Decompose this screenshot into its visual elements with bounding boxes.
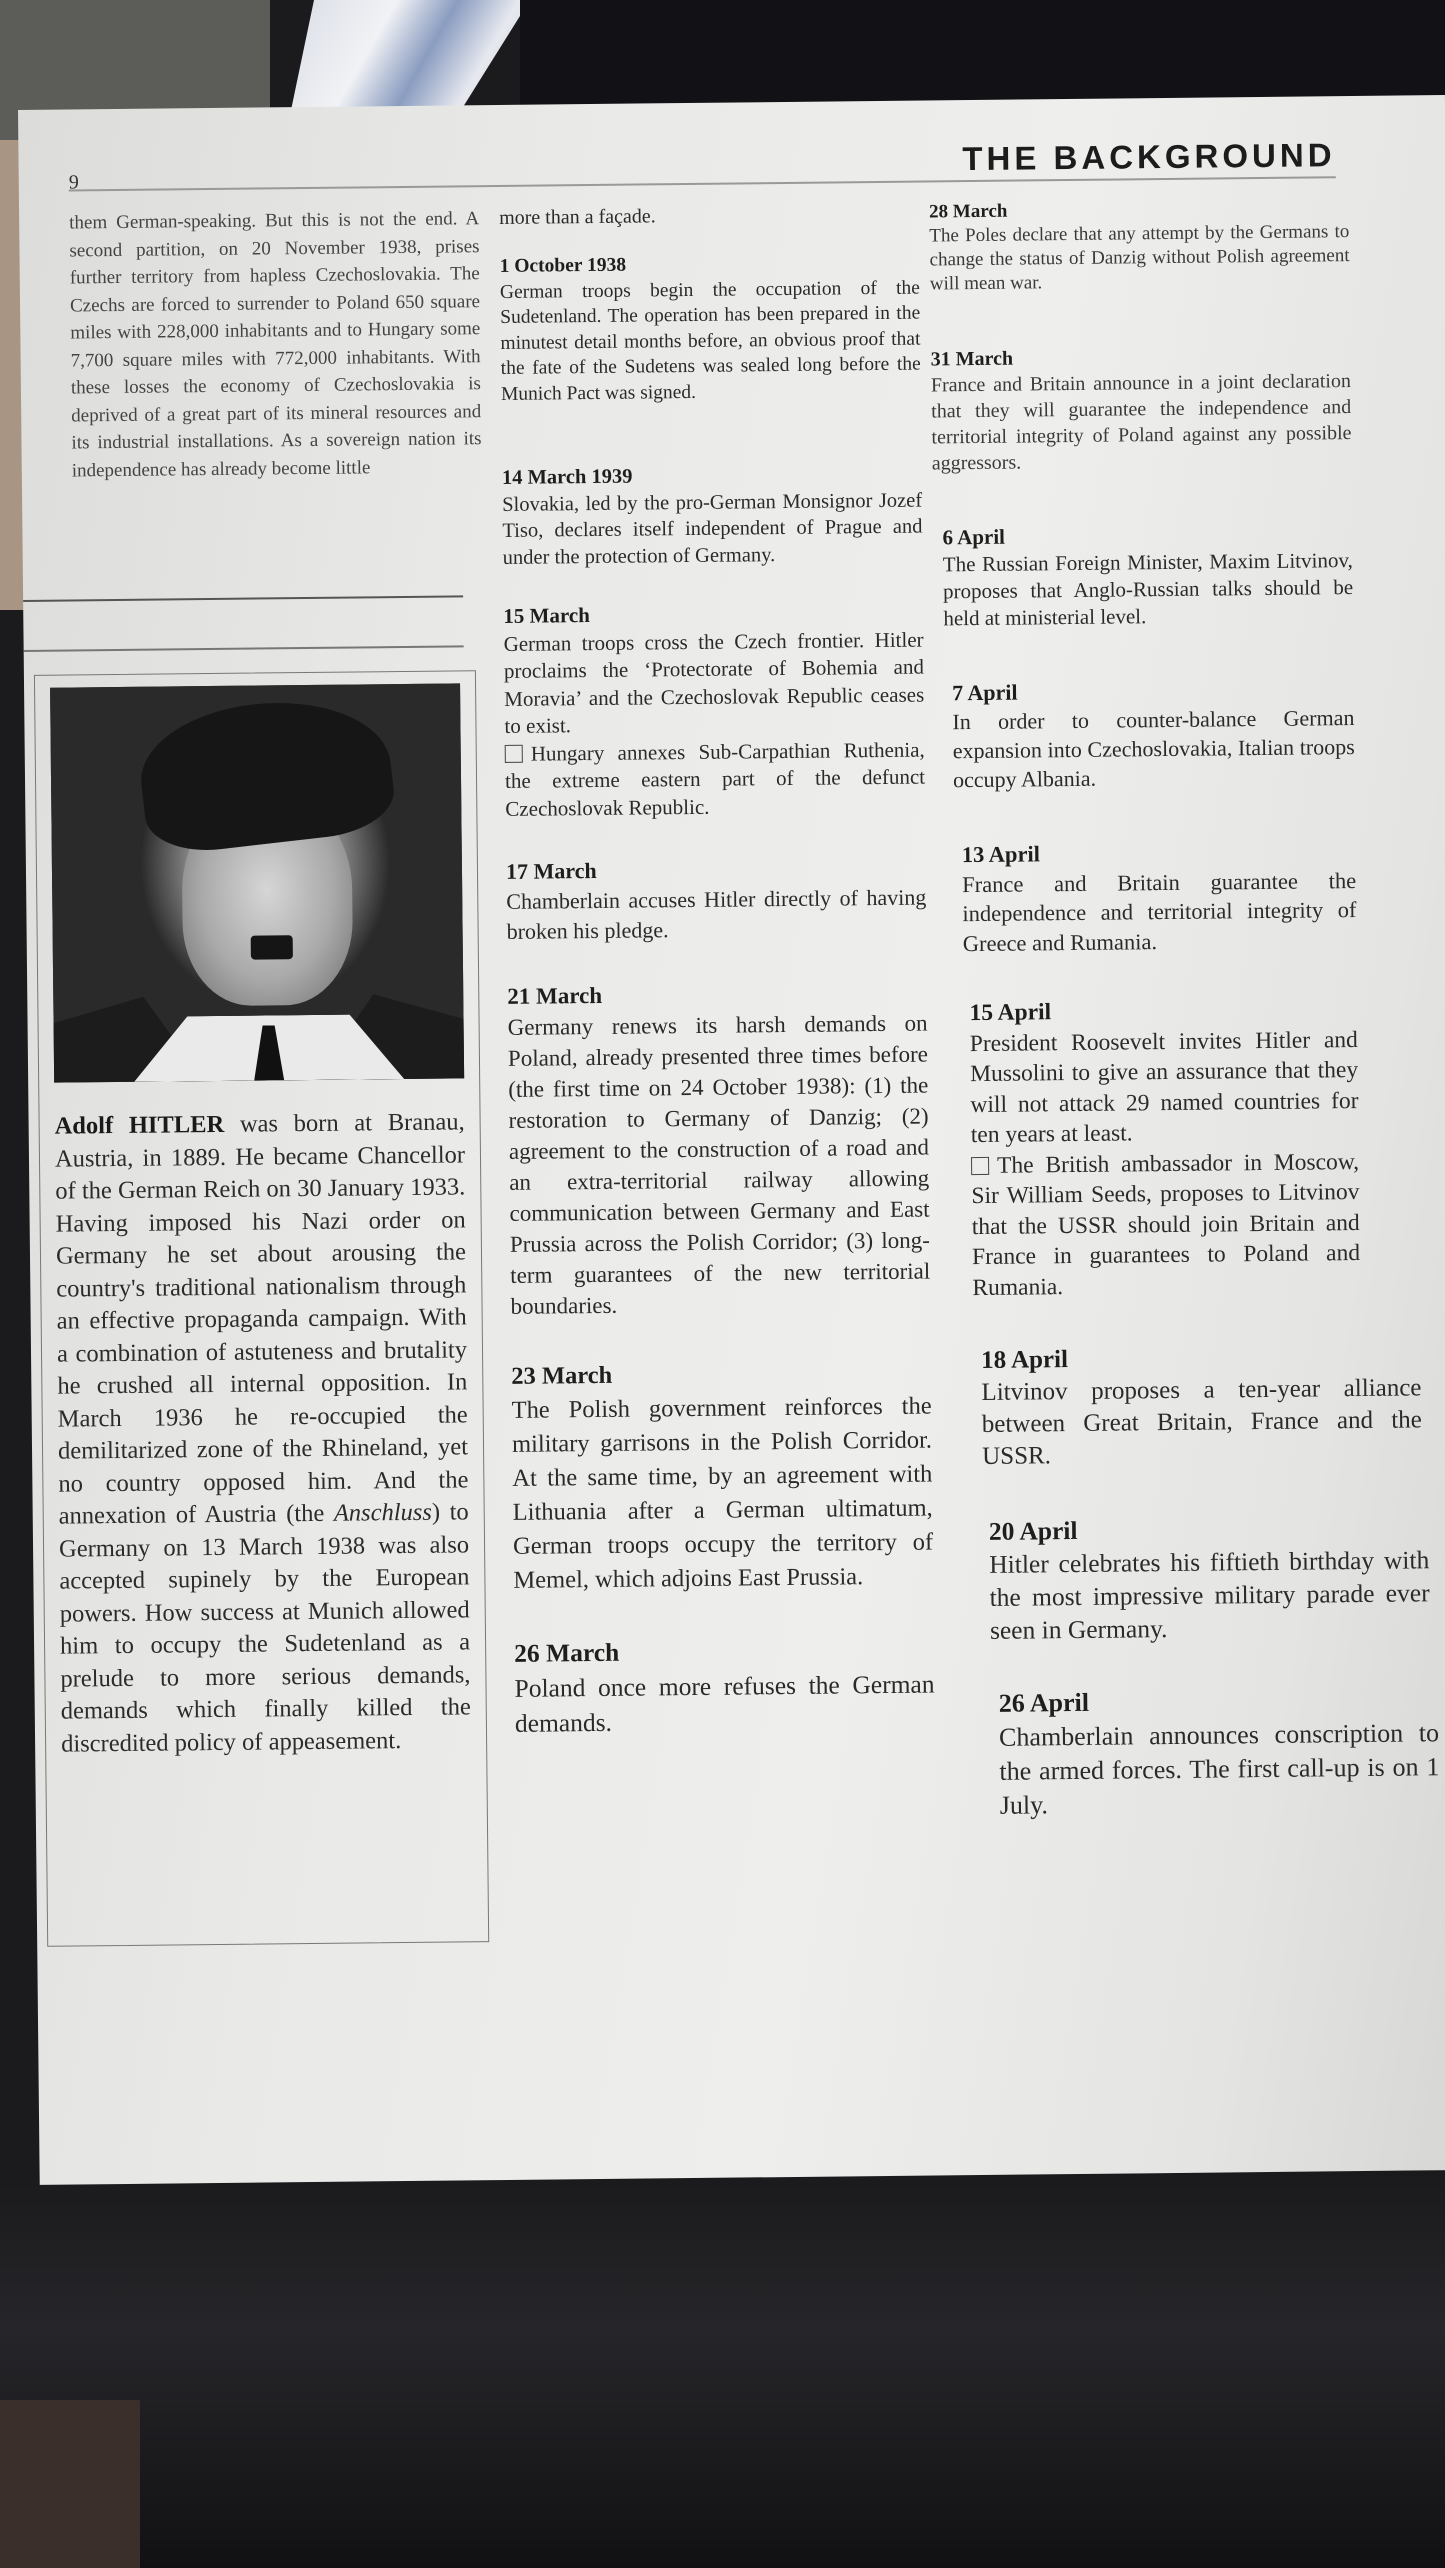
entry-date: 18 April bbox=[981, 1346, 1069, 1374]
entry-date: 28 March bbox=[929, 200, 1008, 223]
entry-date: 23 March bbox=[511, 1361, 613, 1390]
bio-text-part-1: was born at Branau, Austria, in 1889. He became Chancellor of the German Reich on 30 January 1933. Having imposed his Nazi order on Germany he set about arousing the country's traditional nationalism through an effective propaganda campaign. With a combination of astuteness and brutality he crushed all internal opposition. In March 1936 he re-occupied the demilitarized zone of the Rhineland, yet no country opposed him. And the annexation of Austria (the bbox=[54, 1108, 469, 1530]
middle-column bbox=[499, 201, 935, 1779]
header-rule bbox=[69, 176, 1336, 191]
entry-bullet-text: The British ambassador in Moscow, Sir William Seeds, proposes to Litvinov that the USSR should join Britain and France in guarantees to Poland and Rumania. bbox=[971, 1148, 1361, 1301]
bio-italic-term: Anschluss bbox=[333, 1498, 433, 1527]
square-bullet-icon bbox=[505, 744, 523, 762]
entry-text: German troops begin the occupation of the Sudetenland. The operation has been prepared in the minutest detail months before, an obvious proof that the fate of the Sudetens was sealed long before the Munich Pact was signed. bbox=[499, 277, 921, 405]
entry-date: 14 March 1939 bbox=[501, 465, 633, 489]
background-vase bbox=[290, 0, 530, 115]
timeline-entry bbox=[941, 1340, 1422, 1473]
timeline-entry bbox=[503, 599, 925, 823]
timeline-entry bbox=[929, 196, 1350, 296]
timeline-entry bbox=[931, 342, 1352, 476]
timeline-entry bbox=[945, 1682, 1440, 1823]
background-table bbox=[0, 2170, 1445, 2568]
entry-text: The Poles declare that any attempt by the Germans to change the status of Danzig without Polish agreement will mean war. bbox=[929, 221, 1350, 295]
entry-date: 20 April bbox=[988, 1515, 1078, 1546]
bio-name: Adolf HITLER bbox=[54, 1110, 225, 1140]
background-floor bbox=[0, 2400, 140, 2568]
timeline-entry bbox=[500, 250, 922, 407]
timeline-entry bbox=[511, 1356, 933, 1598]
timeline-entry bbox=[507, 977, 931, 1322]
book-page bbox=[18, 95, 1445, 2185]
entry-date: 31 March bbox=[930, 347, 1014, 371]
entry-text: The Russian Foreign Minister, Maxim Litvinov, proposes that Anglo-Russian talks should be held at ministerial level. bbox=[942, 548, 1354, 631]
entry-date: 13 April bbox=[961, 841, 1041, 868]
timeline-entry bbox=[502, 461, 923, 571]
left-column-continuation bbox=[69, 205, 482, 484]
section-divider bbox=[24, 645, 464, 652]
entry-date: 6 April bbox=[942, 524, 1006, 550]
photo-hair bbox=[134, 690, 398, 858]
running-head: THE BACKGROUND bbox=[962, 136, 1336, 178]
entry-date: 26 March bbox=[514, 1637, 620, 1668]
entry-bullet-item bbox=[971, 1147, 1361, 1304]
entry-date: 17 March bbox=[505, 857, 597, 884]
entry-text: The Polish government reinforces the military garrisons in the Polish Corridor. At the same time, by an agreement with Lithuania after a German ultimatum, German troops occupy the territory of Memel, which adjoins East Prussia. bbox=[511, 1392, 934, 1594]
entry-text: German troops cross the Czech frontier. Hitler proclaims the ‘Protectorate of Bohemia and Moravia’ and the Czechoslovak Republic ceases to exist. bbox=[503, 627, 925, 738]
square-bullet-icon bbox=[971, 1156, 989, 1174]
portrait-photo bbox=[50, 683, 464, 1082]
entry-text: Hitler celebrates his fiftieth birthday with the most impressive military parade ever seen in Germany. bbox=[989, 1545, 1430, 1645]
entry-date: 15 April bbox=[969, 999, 1052, 1027]
continuation-paragraph: them German-speaking. But this is not the end. A second partition, on 20 November 1938, prises further territory from hapless Czechoslovakia. The Czechs are forced to surrender to Poland 650 square miles with 228,000 inhabitants and to Hungary some 7,700 square miles with 772,000 inhabitants. With these losses the economy of Czechoslovakia is deprived of a great part of its mineral resources and its industrial installations. As a sovereign nation its independence has already become little bbox=[69, 208, 482, 481]
timeline-entry bbox=[506, 853, 927, 947]
entry-text: Germany renews its harsh demands on Poland, already presented three times before (the first time on 24 October 1938): (1) the restoration to Germany of Danzig; (2) agreement to the construction of a road and an extra-territorial railway allowing communication between Germany and East Prussia across the Polish Corridor; (3) long-term guarantees of the new territorial boundaries. bbox=[507, 1010, 931, 1319]
entry-date: 26 April bbox=[998, 1687, 1090, 1718]
page-number: 9 bbox=[68, 171, 79, 194]
entry-text: Chamberlain announces conscription to the armed forces. The first call-up is on 1 July. bbox=[998, 1718, 1440, 1820]
timeline-entry bbox=[936, 836, 1357, 958]
timeline-entry bbox=[934, 674, 1355, 794]
entry-date: 21 March bbox=[507, 982, 603, 1009]
entry-text: Litvinov proposes a ten-year alliance between Great Britain, France and the USSR. bbox=[981, 1374, 1422, 1470]
photo-moustache bbox=[251, 935, 293, 959]
timeline-entry bbox=[932, 520, 1353, 632]
entry-date: 15 March bbox=[503, 603, 590, 628]
entry-text: France and Britain guarantee the independence and territorial integrity of Greece and Rumania. bbox=[962, 867, 1357, 956]
biography-sidebar bbox=[34, 670, 489, 1947]
entry-text: France and Britain announce in a joint declaration that they will guarantee the independence and territorial integrity of Poland against any possible aggressors. bbox=[930, 370, 1352, 475]
entry-text: Chamberlain accuses Hitler directly of having broken his pledge. bbox=[506, 884, 927, 944]
biography-text bbox=[54, 1106, 471, 1760]
right-column bbox=[929, 196, 1440, 1861]
entry-date: 1 October 1938 bbox=[499, 254, 627, 277]
entry-text: President Roosevelt invites Hitler and Mussolini to give an assurance that they will not attack 29 named countries for ten years at least. bbox=[969, 1026, 1359, 1149]
entry-text: In order to counter-balance German expansion into Czechoslovakia, Italian troops occupy Albania. bbox=[952, 705, 1355, 793]
section-divider bbox=[23, 595, 463, 602]
lead-in-text: more than a façade. bbox=[499, 205, 656, 229]
entry-date: 7 April bbox=[952, 679, 1018, 706]
timeline-entry bbox=[937, 994, 1360, 1303]
entry-bullet-item bbox=[505, 736, 926, 823]
entry-text: Poland once more refuses the German demands. bbox=[514, 1669, 935, 1738]
timeline-entry bbox=[514, 1631, 935, 1740]
timeline-entry bbox=[943, 1510, 1430, 1647]
entry-bullet-text: Hungary annexes Sub-Carpathian Ruthenia, the extreme eastern part of the defunct Czechoslovak Republic. bbox=[504, 737, 926, 821]
bio-text-part-2: ) to Germany on 13 March 1938 was also accepted supinely by the European powers. How success at Munich allowed him to occupy the Sudetenland as a prelude to more serious demands, demands which finally killed the discredited policy of appeasement. bbox=[58, 1498, 471, 1758]
entry-text: Slovakia, led by the pro-German Monsignor Jozef Tiso, declares itself independent of Prague and under the protection of Germany. bbox=[502, 489, 923, 569]
